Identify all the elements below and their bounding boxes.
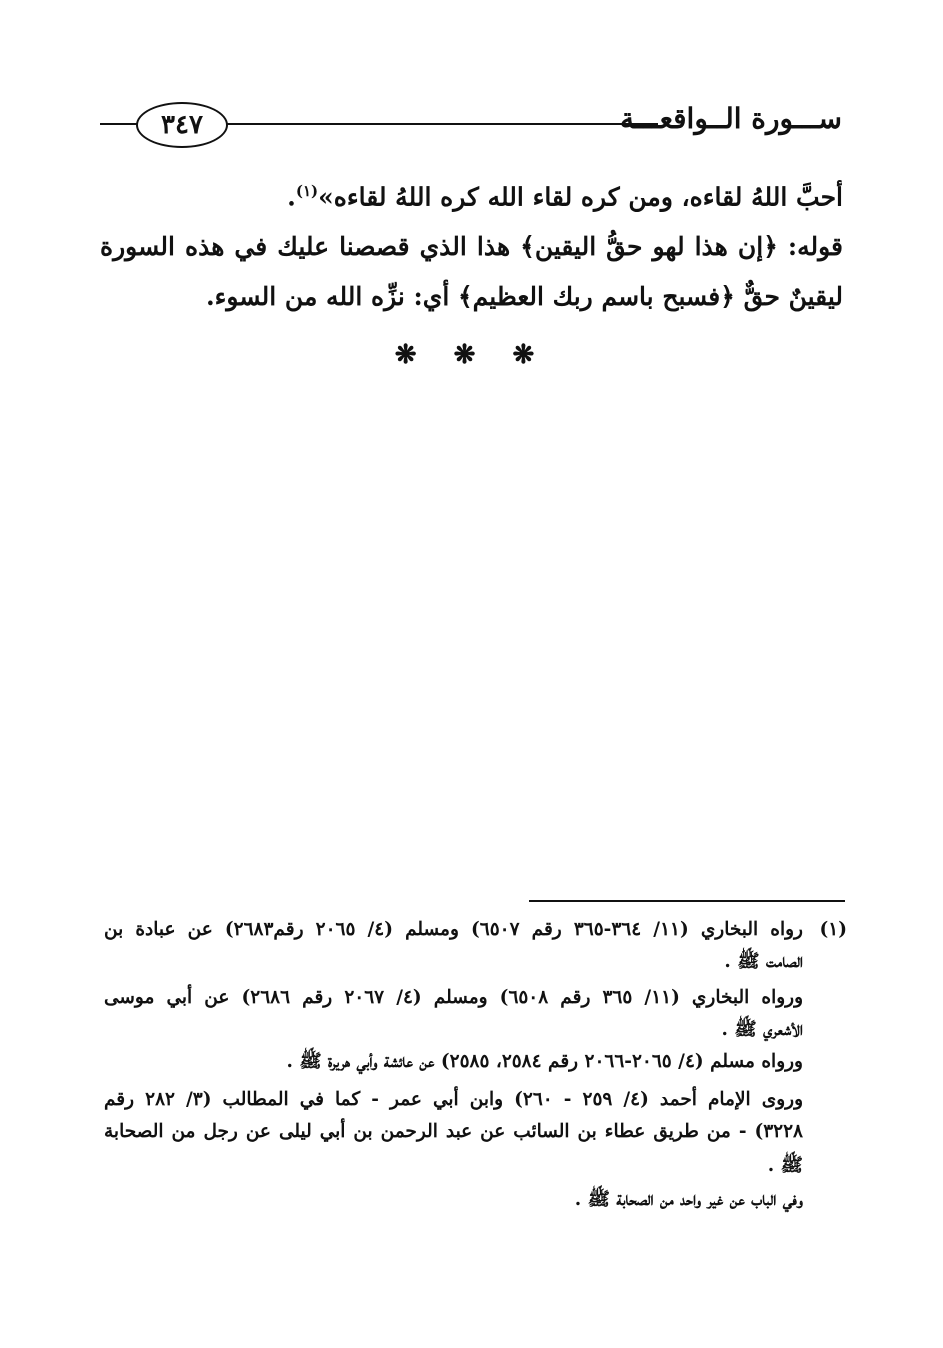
body-line-3: ليقينٌ حقٌّ ﴿فسبح باسم ربك العظيم﴾ أي: نزِّه الله من السوء. xyxy=(205,282,843,311)
section-separator: ❋ ❋ ❋ xyxy=(394,340,549,370)
body-line-1-text: أحبَّ اللهُ لقاءه، ومن كره لقاء الله كره اللهُ لقاءه» xyxy=(318,182,843,212)
footnote-line: وروى الإمام أحمد (٤/ ٢٥٩ - ٢٦٠) وابن أبي عمر - كما في المطالب (٣/ ٢٨٢ رقم xyxy=(104,1089,803,1110)
footnote-divider xyxy=(529,900,845,902)
body-line-2: قوله: ﴿إن هذا لهو حقُّ اليقين﴾ هذا الذي قصصنا عليك في هذه السورة xyxy=(100,232,843,261)
body-line-1 xyxy=(287,174,843,214)
page-number: ٣٤٧ xyxy=(136,102,228,148)
body-line-1-end: . xyxy=(287,182,296,212)
header-rule-left xyxy=(100,123,138,125)
footnote-line: ٣٢٢٨) - من طريق عطاء بن السائب عن عبد الرحمن بن أبي ليلى عن رجل من الصحابة xyxy=(104,1121,803,1142)
surah-title: ســـورة الــواقعـــة xyxy=(620,102,842,135)
footnote-marker: (١) xyxy=(819,919,847,940)
footnote-line: ورواه مسلم (٤/ ٢٠٦٥-٢٠٦٦ رقم ٢٥٨٤، ٢٥٨٥) عن عائشة وأبي هريرة ﷺ . xyxy=(286,1051,803,1072)
footnote-line: الصامت ﷺ . xyxy=(724,951,803,972)
footnote-line: وفي الباب عن غير واحد من الصحابة ﷺ . xyxy=(574,1189,803,1210)
footnote-line: ورواه البخاري (١١/ ٣٦٥ رقم ٦٥٠٨) ومسلم (٤/ ٢٠٦٧ رقم ٢٦٨٦) عن أبي موسى xyxy=(104,987,804,1008)
footnote-line: رواه البخاري (١١/ ٣٦٤-٣٦٥ رقم ٦٥٠٧) ومسلم (٤/ ٢٠٦٥ رقم٢٦٨٣) عن عبادة بن xyxy=(104,919,803,940)
footnote-line: الأشعري ﷺ . xyxy=(721,1019,803,1040)
footnote-line: ﷺ . xyxy=(767,1155,803,1176)
page-header xyxy=(100,96,842,150)
header-rule-middle xyxy=(226,123,658,125)
footnote-reference: (١) xyxy=(295,182,319,200)
